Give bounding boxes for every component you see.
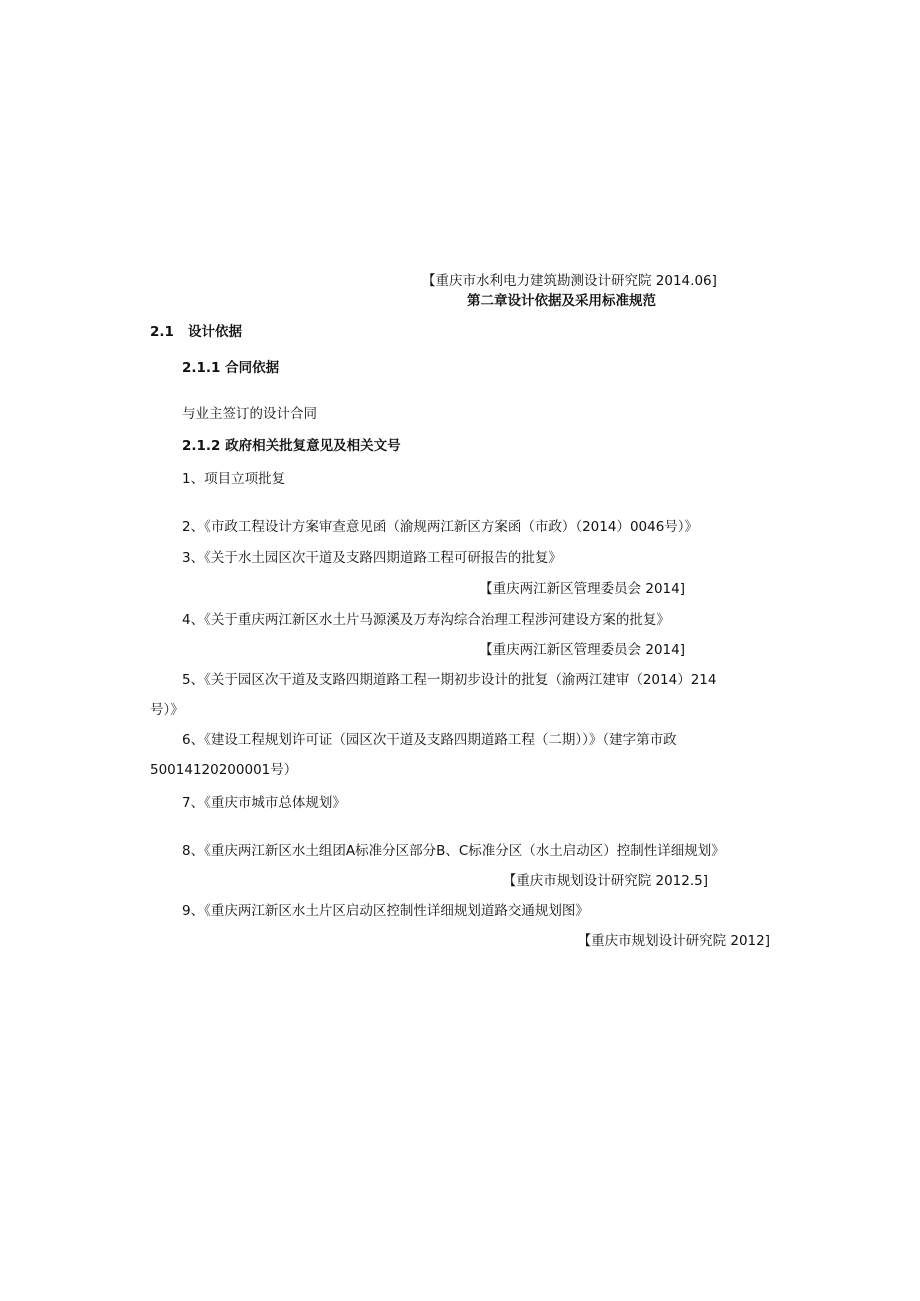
section-number: 2.1 <box>150 324 174 340</box>
item-source-note: 【重庆市规划设计研究院 2012.5] <box>502 873 708 889</box>
list-item: 7、《重庆市城市总体规划》 <box>182 795 346 811</box>
list-item: 4、《关于重庆两江新区水土片马源溪及万寿沟综合治理工程涉河建设方案的批复》 <box>182 612 670 628</box>
item-source-note: 【重庆两江新区管理委员会 2014] <box>479 642 685 658</box>
list-item: 6、《建设工程规划许可证（园区次干道及支路四期道路工程（二期））》（建字第市政 <box>182 732 677 748</box>
item-source-note: 【重庆市规划设计研究院 2012] <box>577 933 770 949</box>
list-item: 5、《关于园区次干道及支路四期道路工程一期初步设计的批复（渝两江建审（2014）214 <box>182 672 717 688</box>
contract-basis-text: 与业主签订的设计合同 <box>182 406 317 422</box>
subsection-heading-approvals: 2.1.2 政府相关批复意见及相关文号 <box>182 438 401 454</box>
list-item: 8、《重庆两江新区水土组团A标准分区部分B、C标准分区（水土启动区）控制性详细规划》 <box>182 843 725 859</box>
subsection-heading-contract: 2.1.1 合同依据 <box>182 360 280 376</box>
item-source-note: 【重庆两江新区管理委员会 2014] <box>479 581 685 597</box>
list-item: 1、项目立项批复 <box>182 471 286 487</box>
list-item: 9、《重庆两江新区水土片区启动区控制性详细规划道路交通规划图》 <box>182 903 589 919</box>
chapter-title: 第二章设计依据及采用标准规范 <box>467 293 656 309</box>
header-source-note: 【重庆市水利电力建筑勘测设计研究院 2014.06] <box>422 273 717 289</box>
list-item: 2、《市政工程设计方案审查意见函（渝规两江新区方案函（市政）（2014）0046号）》 <box>182 519 699 535</box>
list-item: 3、《关于水土园区次干道及支路四期道路工程可研报告的批复》 <box>182 550 562 566</box>
section-title: 设计依据 <box>188 324 242 340</box>
list-item-continuation: 50014120200001号） <box>150 762 298 778</box>
list-item-continuation: 号）》 <box>150 702 184 718</box>
